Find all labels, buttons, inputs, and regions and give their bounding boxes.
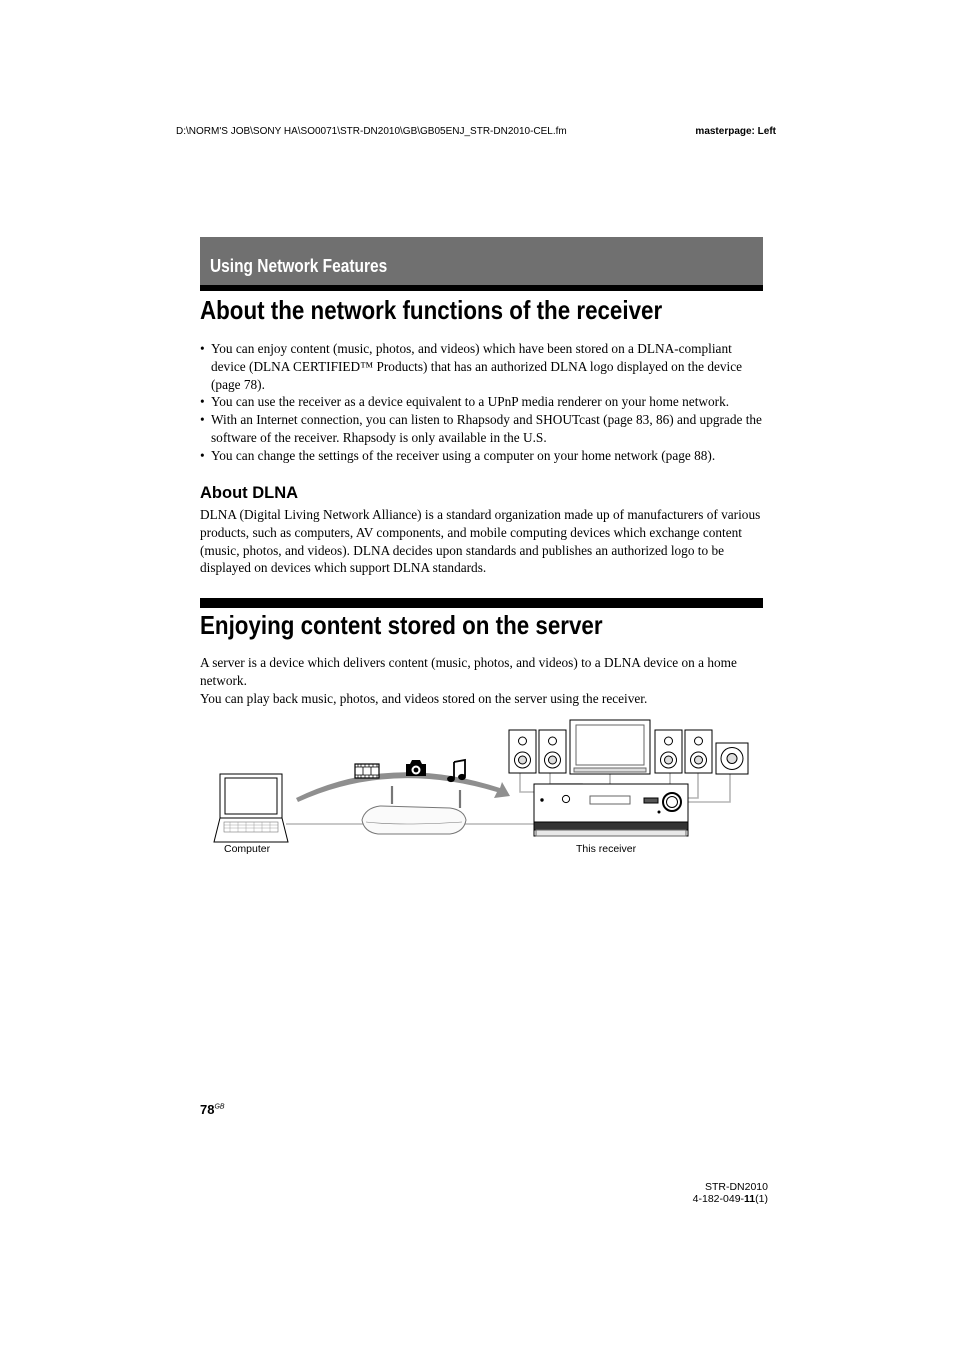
section-title: Using Network Features	[210, 256, 388, 276]
subwoofer-icon	[716, 743, 748, 774]
footer-model-info	[693, 1181, 768, 1205]
network-functions-title: About the network functions of the receiver	[200, 295, 663, 325]
speaker-icon	[539, 730, 566, 773]
network-diagram	[200, 712, 760, 860]
section-rule	[200, 285, 763, 291]
network-functions-list	[200, 340, 766, 465]
camera-icon	[406, 760, 426, 776]
list-item: • You can enjoy content (music, photos, and videos) which have been stored on a DLNA-compliant device (DLNA CERTIFIED™ Products) that has an authorized DLNA logo displayed on the device (page 78).	[200, 341, 743, 392]
film-icon	[355, 764, 379, 778]
about-dlna-text: DLNA (Digital Living Network Alliance) is a standard organization made up of manufacturers of various products, such as computers, AV components, and mobile computing devices which exchange content (music, photos, and videos). DLNA decides upon standards and publishes an authorized logo to be displayed on devices which support DLNA standards.	[200, 507, 761, 576]
laptop-icon	[214, 774, 288, 842]
list-item: • You can change the settings of the receiver using a computer on your home network (page 88).	[200, 447, 716, 463]
speaker-icon	[509, 730, 536, 773]
receiver-label: This receiver	[576, 843, 637, 855]
masterpage-label: masterpage: Left	[695, 126, 776, 137]
model-number: STR-DN2010	[704, 1181, 768, 1193]
about-dlna-heading: About DLNA	[200, 484, 299, 502]
server-text: You can play back music, photos, and videos stored on the server using the receiver.	[200, 691, 648, 706]
router-icon	[362, 786, 466, 834]
section-header-bar	[200, 237, 763, 285]
server-text: A server is a device which delivers content (music, photos, and videos) to a DLNA device on a home network.	[200, 655, 737, 688]
tv-icon	[570, 720, 650, 774]
receiver-icon	[534, 784, 688, 836]
list-item: • You can use the receiver as a device equivalent to a UPnP media renderer on your home network.	[200, 394, 730, 410]
section-rule	[200, 598, 763, 608]
computer-label: Computer	[224, 843, 271, 855]
speaker-icon	[685, 730, 712, 773]
arrow-icon	[296, 772, 510, 802]
speaker-icon	[655, 730, 682, 773]
file-path-header: D:\NORM'S JOB\SONY HA\SO0071\STR-DN2010\GB\GB05ENJ_STR-DN2010-CEL.fm	[176, 126, 567, 137]
list-item: • With an Internet connection, you can listen to Rhapsody and SHOUTcast (page 83, 86) and upgrade the software of the receiver. Rhapsody is only available in the U.S.	[200, 412, 762, 445]
document-code: 4-182-049-11(1)	[692, 1193, 768, 1205]
server-title: Enjoying content stored on the server	[200, 610, 603, 640]
page-number: $78^{GB}$	[200, 1102, 225, 1117]
